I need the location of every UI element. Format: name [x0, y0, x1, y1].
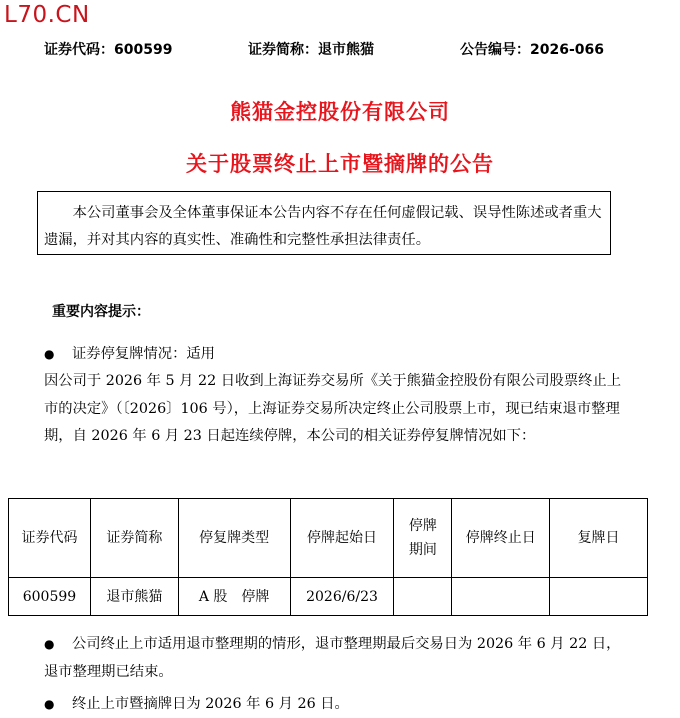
cell-stock-name: 退市熊猫	[90, 578, 178, 616]
cell-halt-end	[452, 578, 550, 616]
document-meta-row	[0, 39, 680, 59]
header-halt-type: 停复牌类型	[178, 499, 290, 578]
header-halt-end: 停牌终止日	[452, 499, 550, 578]
body-paragraph: 因公司于 2026 年 5 月 22 日收到上海证券交易所《关于熊猫金控股份有限公司股票终止上市的决定》（〔2026〕106 号），上海证券交易所决定终止公司股票上市，现已结束退市整理期，自 2026 年 6 月 23 日起连续停牌，本公司的相关证券停复牌情况如下：	[44, 373, 622, 444]
bullet-icon: ●	[44, 637, 55, 651]
table-row	[9, 578, 648, 616]
header-stock-name: 证券简称	[90, 499, 178, 578]
cell-halt-type: A 股 停牌	[178, 578, 290, 616]
stock-short-name: 证券简称：退市熊猫	[248, 42, 374, 58]
notice-text: 本公司董事会及全体董事保证本公告内容不存在任何虚假记载、误导性陈述或者重大遗漏，并对其内容的真实性、准确性和完整性承担法律责任。	[44, 205, 602, 248]
header-resume-date: 复牌日	[550, 499, 648, 578]
announcement-subject-title: 关于股票终止上市暨摘牌的公告	[186, 152, 494, 176]
bullet-icon: ●	[44, 697, 55, 711]
bullet-text: 终止上市暨摘牌日为 2026 年 6 月 26 日。	[72, 696, 349, 712]
watermark-logo: L70.CN	[4, 2, 90, 28]
header-halt-start: 停牌起始日	[290, 499, 394, 578]
header-halt-period	[394, 499, 452, 578]
cell-stock-code: 600599	[9, 578, 91, 616]
table-header-row	[9, 499, 648, 578]
cell-halt-start: 2026/6/23	[290, 578, 394, 616]
bullet-item-trading-status	[44, 340, 624, 368]
bullet-text: 证券停复牌情况：适用	[72, 346, 215, 362]
trading-halt-table	[8, 498, 648, 616]
announcement-number: 公告编号：2026-066	[460, 42, 604, 58]
section-heading: 重要内容提示：	[52, 304, 150, 320]
company-name-title: 熊猫金控股份有限公司	[230, 100, 450, 124]
board-guarantee-notice	[37, 191, 611, 255]
header-halt-period-line2: 期间	[408, 542, 437, 558]
bullet-icon: ●	[44, 347, 55, 361]
cell-halt-period	[394, 578, 452, 616]
bullet-text: 公司终止上市适用退市整理期的情形，退市整理期最后交易日为 2026 年 6 月 22 日，退市整理期已结束。	[44, 636, 621, 680]
bullet-item-delisting-period	[44, 630, 624, 686]
cell-resume-date	[550, 578, 648, 616]
stock-code: 证券代码：600599	[44, 42, 173, 58]
header-halt-period-line1: 停牌	[408, 518, 437, 534]
header-stock-code: 证券代码	[9, 499, 91, 578]
